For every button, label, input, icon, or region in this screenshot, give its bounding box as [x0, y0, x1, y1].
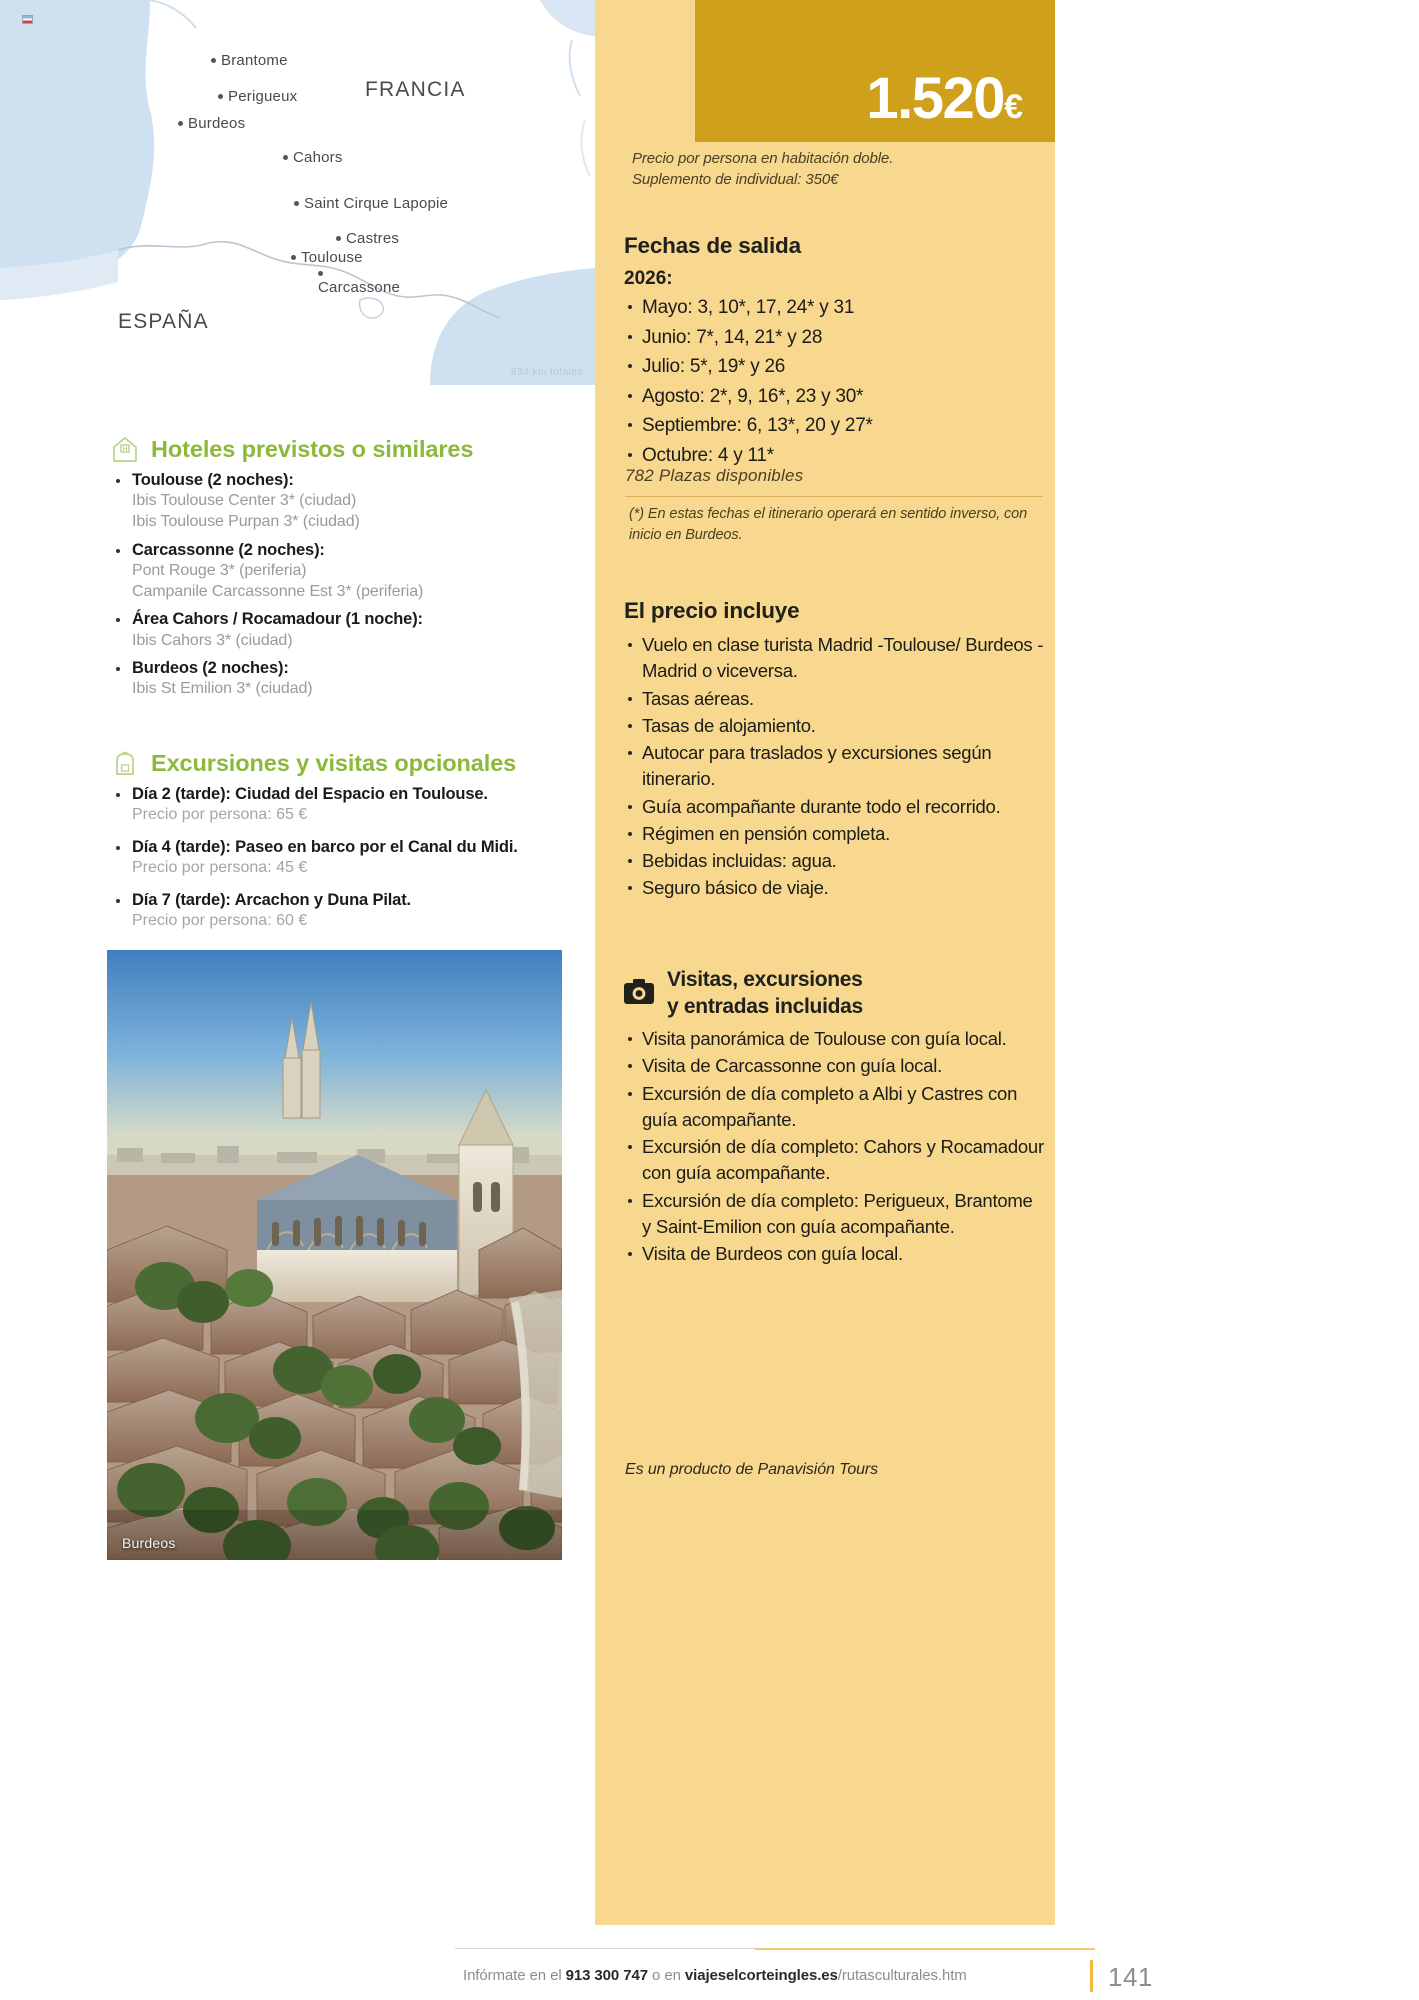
hotel-name: Campanile Carcassonne Est 3* (periferia)	[132, 582, 424, 600]
list-item: Vuelo en clase turista Madrid -Toulouse/ Burdeos - Madrid o viceversa.	[624, 632, 1044, 685]
price-note-line1: Precio por persona en habitación doble.	[632, 150, 894, 167]
hotel-name: Ibis St Emilion 3* (ciudad)	[132, 680, 313, 698]
footer-site[interactable]: viajeselcorteingles.es	[684, 1967, 838, 1984]
map-pin-icon	[318, 271, 323, 276]
photo-graphic	[107, 950, 562, 1560]
departures-list	[624, 294, 1044, 471]
list-item	[110, 540, 590, 603]
hotel-house-icon	[110, 434, 140, 464]
flag-icon	[22, 15, 33, 24]
availability-text: 782 Plazas disponibles	[625, 466, 804, 485]
excursion-title: Día 7 (tarde): Arcachon y Duna Pilat.	[132, 890, 411, 909]
excursion-price: Precio por persona: 45 €	[132, 859, 308, 877]
list-item: Régimen en pensión completa.	[624, 821, 1044, 847]
map-country-label-espana: ESPAÑA	[118, 310, 209, 333]
footer-middle: o en	[647, 1967, 685, 1984]
page-footer	[0, 1948, 1419, 2000]
right-info-panel	[595, 0, 1055, 1925]
list-item: Tasas de alojamiento.	[624, 713, 1044, 739]
list-item: Seguro básico de viaje.	[624, 875, 1044, 901]
hotel-name: Ibis Cahors 3* (ciudad)	[132, 631, 293, 649]
footer-contact	[463, 1967, 967, 1984]
excursion-title: Día 2 (tarde): Ciudad del Espacio en Toulouse.	[132, 785, 488, 803]
map-city-brantome	[211, 52, 288, 69]
city-photo	[107, 950, 562, 1560]
page-number: 141	[1108, 1962, 1153, 1992]
list-item	[110, 890, 590, 932]
excursion-price: Precio por persona: 65 €	[132, 806, 308, 824]
map-city-label: Cahors	[293, 149, 343, 166]
map-city-label: Brantome	[221, 52, 288, 69]
map-pin-icon	[211, 58, 216, 63]
hotel-name: Ibis Toulouse Center 3* (ciudad)	[132, 492, 357, 510]
map-city-saint-cirque-lapopie	[294, 195, 448, 212]
map-city-label: Carcassone	[318, 279, 401, 296]
left-column	[0, 0, 595, 2000]
map-city-label: Toulouse	[301, 249, 363, 266]
footer-prefix: Infórmate en el	[463, 1967, 566, 1984]
map-city-label: Burdeos	[188, 115, 246, 132]
price-conditions	[632, 148, 1032, 191]
map-scale-label: 834 km totales	[510, 367, 583, 378]
svg-text:H: H	[122, 446, 128, 454]
price-value	[866, 66, 1023, 131]
hotel-name: Ibis Toulouse Purpan 3* (ciudad)	[132, 512, 360, 530]
list-item: Excursión de día completo a Albi y Castres con guía acompañante.	[624, 1081, 1044, 1134]
list-item: Agosto: 2*, 9, 16*, 23 y 30*	[624, 383, 1044, 412]
list-item: Tasas aéreas.	[624, 686, 1044, 712]
footer-accent-line	[755, 1948, 1095, 1950]
backpack-icon	[110, 748, 140, 778]
excursions-list	[110, 784, 590, 943]
footer-page-separator	[1090, 1960, 1093, 1992]
map-pin-icon	[283, 155, 288, 160]
includes-list	[624, 632, 1044, 903]
visits-heading-text	[667, 966, 863, 1021]
hotel-city: Carcassonne (2 noches):	[132, 540, 325, 559]
departures-heading: Fechas de salida	[624, 233, 801, 258]
map-pin-icon	[294, 201, 299, 206]
list-item: Junio: 7*, 14, 21* y 28	[624, 324, 1044, 353]
list-item: Septiembre: 6, 13*, 20 y 27*	[624, 412, 1044, 441]
map-pin-icon	[336, 236, 341, 241]
list-item	[110, 837, 590, 879]
visits-list	[624, 1026, 1044, 1268]
hotel-city: Toulouse (2 noches):	[132, 471, 294, 489]
price-banner	[695, 0, 1055, 142]
excursion-price: Precio por persona: 60 €	[132, 911, 308, 929]
hotels-section-heading	[110, 434, 473, 464]
map-pin-icon	[218, 94, 223, 99]
list-item: Visita de Carcassonne con guía local.	[624, 1053, 1044, 1079]
hotel-city: Área Cahors / Rocamadour (1 noche):	[132, 610, 423, 629]
map-city-label: Perigueux	[228, 88, 298, 105]
map-pin-icon	[291, 255, 296, 260]
list-item: Mayo: 3, 10*, 17, 24* y 31	[624, 294, 1044, 323]
excursion-title: Día 4 (tarde): Paseo en barco por el Canal du Midi.	[132, 837, 518, 856]
camera-icon	[622, 976, 656, 1011]
map-city-label: Saint Cirque Lapopie	[304, 195, 449, 212]
visits-heading-line2: y entradas incluidas	[667, 995, 863, 1019]
map-city-castres	[336, 230, 399, 247]
list-item	[110, 784, 590, 826]
map-city-label: Castres	[346, 230, 400, 247]
visits-heading-line1: Visitas, excursiones	[667, 968, 863, 991]
list-item: Guía acompañante durante todo el recorrido.	[624, 794, 1044, 820]
excursions-heading-text: Excursiones y visitas opcionales	[151, 749, 517, 776]
photo-caption: Burdeos	[122, 1535, 176, 1551]
list-item: Excursión de día completo: Perigueux, Brantome y Saint-Emilion con guía acompañante.	[624, 1188, 1044, 1241]
visits-section-heading	[622, 966, 1042, 1021]
list-item: Autocar para traslados y excursiones según itinerario.	[624, 740, 1044, 793]
hotels-heading-text: Hoteles previstos o similares	[151, 435, 474, 462]
map-city-carcassone	[318, 279, 400, 296]
map-city-toulouse	[291, 249, 363, 266]
departures-year: 2026:	[624, 268, 673, 289]
list-item: Octubre: 4 y 11*	[624, 442, 1044, 471]
hotel-name: Pont Rouge 3* (periferia)	[132, 561, 307, 579]
map-city-cahors	[283, 149, 343, 166]
footer-path[interactable]: /rutasculturales.htm	[837, 1967, 967, 1984]
map-pin-icon	[178, 121, 183, 126]
list-item: Julio: 5*, 19* y 26	[624, 353, 1044, 382]
list-item: Bebidas incluidas: agua.	[624, 848, 1044, 874]
list-item: Visita panorámica de Toulouse con guía local.	[624, 1026, 1044, 1052]
product-provider-note: Es un producto de Panavisión Tours	[625, 1461, 879, 1478]
currency-symbol: €	[1004, 88, 1023, 126]
map-city-burdeos	[178, 115, 245, 132]
map-city-perigueux	[218, 88, 297, 105]
list-item: Visita de Burdeos con guía local.	[624, 1241, 1044, 1267]
map-country-label-francia: FRANCIA	[365, 78, 466, 101]
includes-heading: El precio incluye	[624, 598, 800, 623]
hotel-city: Burdeos (2 noches):	[132, 659, 289, 678]
route-map	[0, 0, 595, 385]
list-item	[110, 609, 590, 651]
list-item: Excursión de día completo: Cahors y Rocamadour con guía acompañante.	[624, 1134, 1044, 1187]
list-item	[110, 470, 590, 533]
price-note-line2: Suplemento de individual: 350€	[632, 171, 839, 189]
list-item	[110, 658, 590, 700]
map-graphic	[0, 0, 595, 385]
hotels-list	[110, 470, 590, 707]
footer-phone[interactable]: 913 300 747	[565, 1967, 648, 1984]
divider	[625, 496, 1043, 497]
price-amount: 1.520	[866, 66, 1005, 131]
excursions-section-heading	[110, 748, 516, 778]
departures-footnote: (*) En estas fechas el itinerario operará en sentido inverso, con inicio en Burdeos.	[629, 506, 1028, 543]
